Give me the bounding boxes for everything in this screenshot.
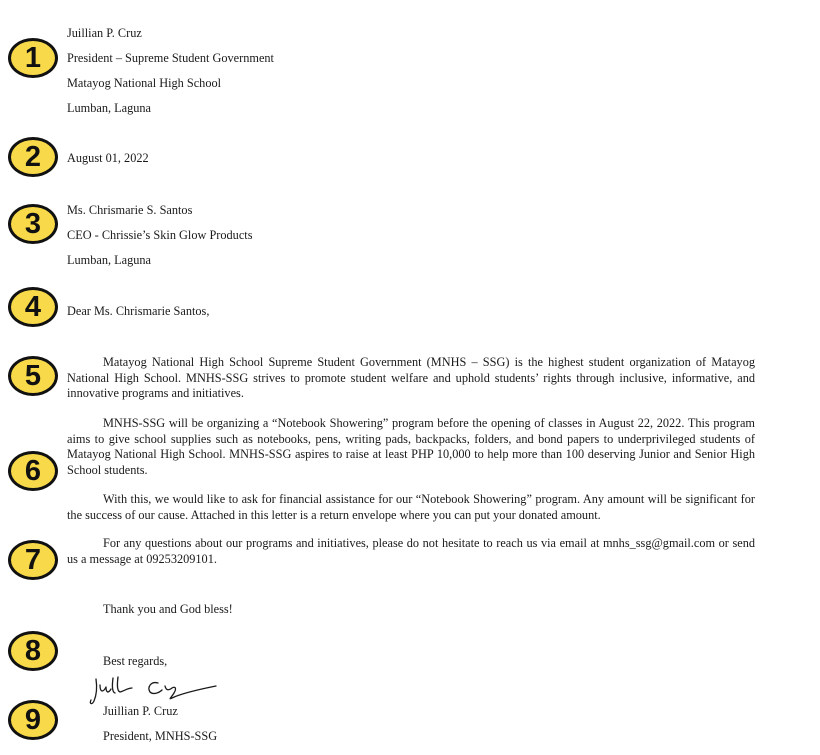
marker-3: 3 [8, 204, 58, 244]
salutation: Dear Ms. Chrismarie Santos, [67, 304, 210, 318]
sender-school: Matayog National High School [67, 76, 222, 90]
sender-address: Lumban, Laguna [67, 101, 152, 115]
body-paragraph-4: For any questions about our programs and initiatives, please do not hesitate to reach us via email at mnhs_ssg@gmail.com or send us a message at 09253209101. [67, 536, 755, 566]
letter-date: August 01, 2022 [67, 151, 149, 165]
body-paragraph-2: MNHS-SSG will be organizing a “Notebook Showering” program before the opening of classes in August 22, 2022. This program aims to give school supplies such as notebooks, pens, writing pads, backpacks, folders, and bond papers to underprivileged students of Matayog National High School. MNHS-SSG aspires to raise at least PHP 10,000 to help more than 100 deserving Junior and Senior High School students. [67, 416, 755, 477]
body-paragraph-1: Matayog National High School Supreme Student Government (MNHS – SSG) is the highest student organization of Matayog National High School. MNHS-SSG strives to promote student welfare and uphold students’ rights through inclusive, informative, and innovative programs and initiatives. [67, 355, 755, 400]
complimentary-close: Thank you and God bless! [103, 602, 233, 616]
marker-2: 2 [8, 137, 58, 177]
recipient-position: CEO - Chrissie’s Skin Glow Products [67, 228, 253, 242]
marker-6: 6 [8, 451, 58, 491]
recipient-address: Lumban, Laguna [67, 253, 152, 267]
sender-position: President – Supreme Student Government [67, 51, 274, 65]
sender-name: Juillian P. Cruz [67, 26, 142, 40]
marker-8: 8 [8, 631, 58, 671]
signer-name: Juillian P. Cruz [103, 704, 178, 718]
marker-9: 9 [8, 700, 58, 740]
marker-4: 4 [8, 287, 58, 327]
recipient-name: Ms. Chrismarie S. Santos [67, 203, 193, 217]
body-paragraph-3: With this, we would like to ask for financial assistance for our “Notebook Showering” program. Any amount will be significant for the success of our cause. Attached in this letter is a return envelope where you can put your donated amount. [67, 492, 755, 522]
marker-1: 1 [8, 38, 58, 78]
marker-7: 7 [8, 540, 58, 580]
signer-position: President, MNHS-SSG [103, 729, 218, 743]
marker-5: 5 [8, 356, 58, 396]
closing-phrase: Best regards, [103, 654, 168, 668]
